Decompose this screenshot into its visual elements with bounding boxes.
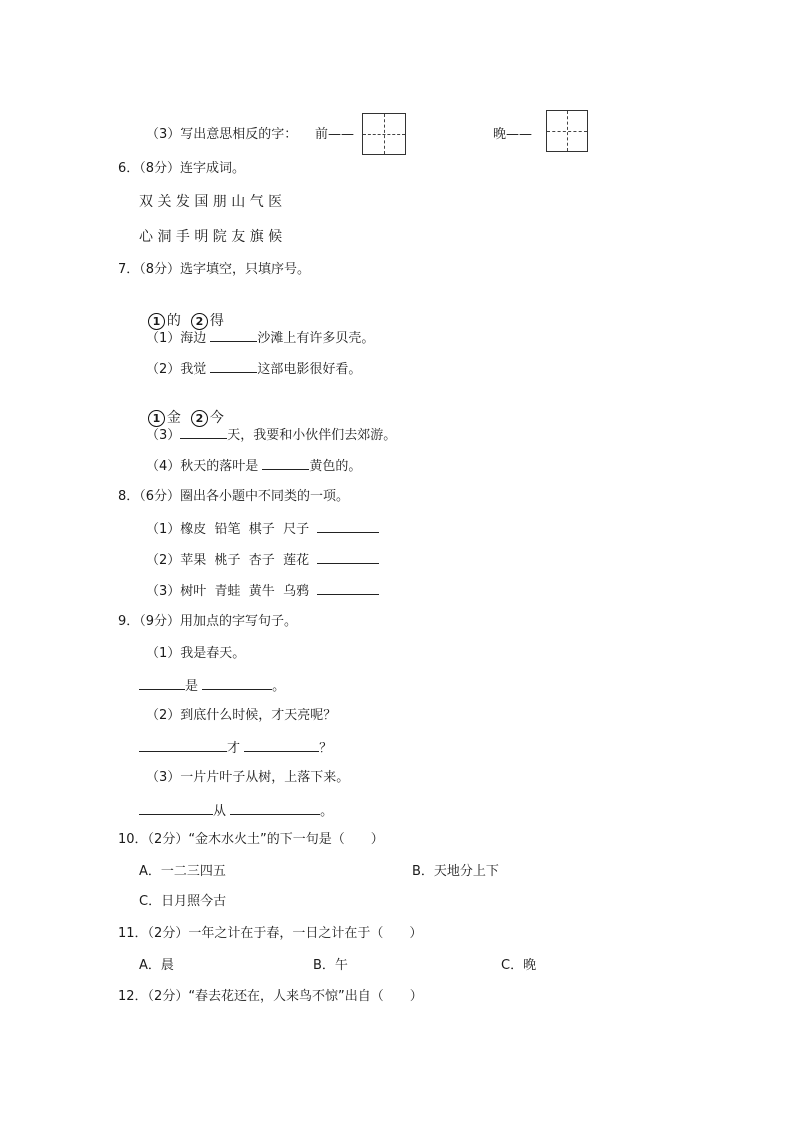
q9-title: 9．（9分）用加点的字写句子。 xyxy=(118,614,298,629)
q7-item-2 xyxy=(146,359,361,379)
tianzige-box-1[interactable] xyxy=(362,113,406,155)
answer-blank[interactable] xyxy=(244,738,319,752)
circled-number: 1 xyxy=(148,410,165,427)
answer-blank[interactable] xyxy=(202,676,272,690)
answer-blank[interactable] xyxy=(210,359,257,373)
q6-row2: 心 洞 手 明 院 友 旗 候 xyxy=(139,229,283,245)
choice-word: 今 xyxy=(209,410,224,426)
q7-item-1 xyxy=(146,328,374,348)
q7-item-3-text-b: 天，我要和小伙伴们去郊游。 xyxy=(227,428,397,443)
q7-item-4 xyxy=(146,456,361,476)
q8-title: 8．（6分）圈出各小题中不同类的一项。 xyxy=(118,489,350,504)
q5-3-left-word: 前—— xyxy=(315,127,355,142)
q10-title: 10．（2分）“金木水火土”的下一句是（ ） xyxy=(118,832,384,847)
q9-answer-3-end: 。 xyxy=(320,804,334,819)
q7-item-4-text-b: 黄色的。 xyxy=(309,459,362,474)
q9-answer-3-word: 从 xyxy=(213,804,231,819)
answer-blank[interactable] xyxy=(139,738,227,752)
choice-word: 金 xyxy=(166,410,181,426)
answer-blank[interactable] xyxy=(317,550,379,564)
answer-blank[interactable] xyxy=(317,581,379,595)
circled-number: 2 xyxy=(191,410,208,427)
q9-answer-1-word: 是 xyxy=(185,679,203,694)
q8-item-2 xyxy=(146,550,379,570)
choice-word: 的 xyxy=(166,313,181,329)
answer-blank[interactable] xyxy=(262,456,309,470)
q9-item-1: （1）我是春天。 xyxy=(146,646,246,661)
answer-blank[interactable] xyxy=(180,425,227,439)
answer-blank[interactable] xyxy=(230,801,320,815)
q12-title: 12．（2分）“春去花还在，人来鸟不惊”出自（ ） xyxy=(118,989,423,1004)
answer-blank[interactable] xyxy=(139,676,185,690)
q7-title: 7．（8分）选字填空，只填序号。 xyxy=(118,262,311,277)
q9-item-3: （3）一片片叶子从树，上落下来。 xyxy=(146,770,350,785)
q8-item-3 xyxy=(146,581,379,601)
answer-blank[interactable] xyxy=(210,328,257,342)
q9-answer-2 xyxy=(139,738,332,758)
q8-item-3-text: （3）树叶 青蛙 黄牛 乌鸦 xyxy=(146,584,318,599)
q7-item-3-text-a: （3） xyxy=(146,428,181,443)
q10-option-c[interactable]: C．日月照今古 xyxy=(139,894,227,909)
q7-item-1-text-b: 沙滩上有许多贝壳。 xyxy=(257,331,375,346)
q7-choice-set-2 xyxy=(139,391,224,427)
q11-option-a[interactable]: A．晨 xyxy=(139,958,174,973)
q10-option-a[interactable]: A．一二三四五 xyxy=(139,864,226,879)
q7-item-3 xyxy=(146,425,396,445)
q9-answer-3 xyxy=(139,801,333,821)
q11-option-c[interactable]: C．晚 xyxy=(501,958,537,973)
choice-word: 得 xyxy=(209,313,224,329)
answer-blank[interactable] xyxy=(317,519,379,533)
q7-item-2-text-b: 这部电影很好看。 xyxy=(257,362,362,377)
q6-row1: 双 关 发 国 朋 山 气 医 xyxy=(139,194,283,210)
q7-item-1-text-a: （1）海边 xyxy=(146,331,211,346)
q9-answer-2-end: ？ xyxy=(319,741,333,756)
q8-item-1 xyxy=(146,519,379,539)
answer-blank[interactable] xyxy=(139,801,213,815)
q11-option-b[interactable]: B．午 xyxy=(313,958,348,973)
q9-answer-2-word: 才 xyxy=(227,741,245,756)
q9-item-2: （2）到底什么时候，才天亮呢？ xyxy=(146,708,337,723)
circled-number: 2 xyxy=(191,313,208,330)
q7-item-4-text-a: （4）秋天的落叶是 xyxy=(146,459,263,474)
q8-item-2-text: （2）苹果 桃子 杏子 莲花 xyxy=(146,553,318,568)
q8-item-1-text: （1）橡皮 铅笔 棋子 尺子 xyxy=(146,522,318,537)
q10-option-b[interactable]: B．天地分上下 xyxy=(412,864,499,879)
q5-3-right-word: 晚—— xyxy=(493,127,533,142)
tianzige-box-2[interactable] xyxy=(546,110,588,152)
circled-number: 1 xyxy=(148,313,165,330)
q5-3-prompt: （3）写出意思相反的字： xyxy=(146,127,298,142)
q9-answer-1-end: 。 xyxy=(272,679,286,694)
q11-title: 11．（2分）一年之计在于春，一日之计在于（ ） xyxy=(118,926,423,941)
q7-item-2-text-a: （2）我觉 xyxy=(146,362,211,377)
q7-choice-set-1 xyxy=(139,294,224,330)
q9-answer-1 xyxy=(139,676,285,696)
q6-title: 6．（8分）连字成词。 xyxy=(118,161,246,176)
